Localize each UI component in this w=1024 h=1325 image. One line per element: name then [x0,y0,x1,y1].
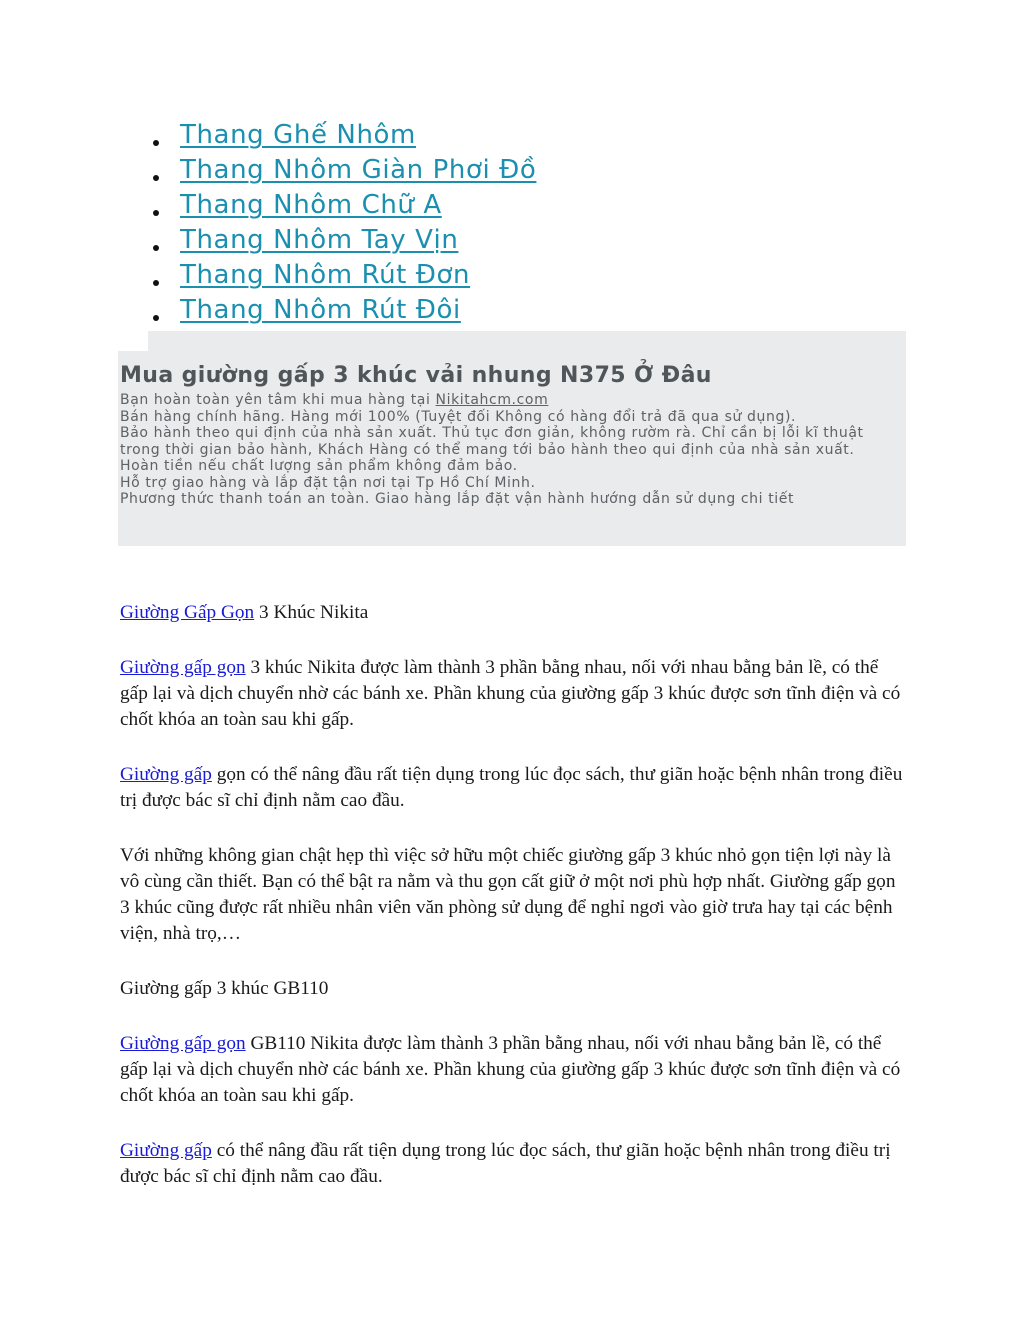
box-notch [118,331,148,351]
article-paragraph [120,1031,906,1109]
paragraph-text: gọn có thể nâng đầu rất tiện dụng trong lúc đọc sách, thư giãn hoặc bệnh nhân trong điều trị được bác sĩ chỉ định nằm cao đầu. [120,764,903,811]
nav-list-item [120,258,906,293]
bullet-icon [153,210,159,216]
nav-link-list [120,118,906,348]
nav-list-item [120,153,906,188]
nav-link-chu-a[interactable]: Thang Nhôm Chữ A [180,190,442,220]
nav-link-rut-doi[interactable]: Thang Nhôm Rút Đôi [180,295,461,325]
bullet-icon [153,245,159,251]
purchase-info-title: Mua giường gấp 3 khúc vải nhung N375 Ở Đâu [120,363,712,388]
purchase-info-lines [120,392,902,508]
article-body [120,600,906,1219]
info-line: Bảo hành theo qui định của nhà sản xuất. Thủ tục đơn giản, không rườm rà. Chỉ cần bị lỗi kĩ thuật trong thời gian bảo hành, Khách Hàng có thể mang tới bảo hành theo qui định của nhà sản xuất. [120,425,864,458]
giuong-gap-link[interactable]: Giường gấp [120,764,212,785]
bullet-icon [153,140,159,146]
nav-list-item [120,293,906,328]
article-paragraph [120,1138,906,1190]
info-line [120,392,902,409]
paragraph-text: 3 Khúc Nikita [254,602,369,623]
paragraph-text: có thể nâng đầu rất tiện dụng trong lúc đọc sách, thư giãn hoặc bệnh nhân trong điều trị được bác sĩ chỉ định nằm cao đầu. [120,1140,891,1187]
nav-link-rut-don[interactable]: Thang Nhôm Rút Đơn [180,260,471,290]
article-paragraph [120,600,906,626]
giuong-gap-gon-link[interactable]: Giường gấp gọn [120,657,246,678]
giuong-gap-gon-link[interactable]: Giường Gấp Gọn [120,602,255,623]
article-paragraph [120,762,906,814]
giuong-gap-link[interactable]: Giường gấp [120,1140,212,1161]
bullet-icon [153,280,159,286]
nav-link-tay-vin[interactable]: Thang Nhôm Tay Vịn [180,225,459,255]
nikitahcm-link[interactable]: Nikitahcm.com [435,392,549,408]
nav-list-item [120,188,906,223]
paragraph-text: 3 khúc Nikita được làm thành 3 phần bằng nhau, nối với nhau bằng bản lề, có thể gấp lại và dịch chuyển nhờ các bánh xe. Phần khung của giường gấp 3 khúc được sơn tĩnh điện và có chốt khóa an toàn sau khi gấp. [120,657,901,730]
info-line-prefix: Bạn hoàn toàn yên tâm khi mua hàng tại [120,392,436,408]
info-line: Bán hàng chính hãng. Hàng mới 100% (Tuyệt đối Không có hàng đổi trả đã qua sử dụng). [120,408,797,425]
info-line: Hoàn tiền nếu chất lượng sản phẩm không đảm bảo. [120,458,518,474]
info-line: Phương thức thanh toán an toàn. Giao hàng lắp đặt vận hành hướng dẫn sử dụng chi tiết [120,491,795,507]
article-paragraph: Với những không gian chật hẹp thì việc sở hữu một chiếc giường gấp 3 khúc nhỏ gọn tiện lợi này là vô cùng cần thiết. Bạn có thể bật ra nằm và thu gọn cất giữ ở một nơi phù hợp nhất. Giường gấp gọn 3 khúc cũng được rất nhiều nhân viên văn phòng sử dụng để nghỉ ngơi vào giờ trưa hay tại các bệnh viện, nhà trọ,… [120,845,896,944]
nav-list-item [120,118,906,153]
info-line: Hỗ trợ giao hàng và lắp đặt tận nơi tại Tp Hồ Chí Minh. [120,474,536,491]
bullet-icon [153,315,159,321]
paragraph-text: GB110 Nikita được làm thành 3 phần bằng nhau, nối với nhau bằng bản lề, có thể gấp lại và dịch chuyển nhờ các bánh xe. Phần khung của giường gấp 3 khúc được sơn tĩnh điện và có chốt khóa an toàn sau khi gấp. [120,1033,901,1106]
article-paragraph [120,655,906,733]
nav-link-thang-ghe-nhom[interactable]: Thang Ghế Nhôm [180,120,416,150]
article-subheading: Giường gấp 3 khúc GB110 [120,978,329,999]
nav-list-item [120,223,906,258]
bullet-icon [153,175,159,181]
nav-link-gian-phoi-do[interactable]: Thang Nhôm Giàn Phơi Đồ [180,155,537,185]
giuong-gap-gon-link[interactable]: Giường gấp gọn [120,1033,246,1054]
